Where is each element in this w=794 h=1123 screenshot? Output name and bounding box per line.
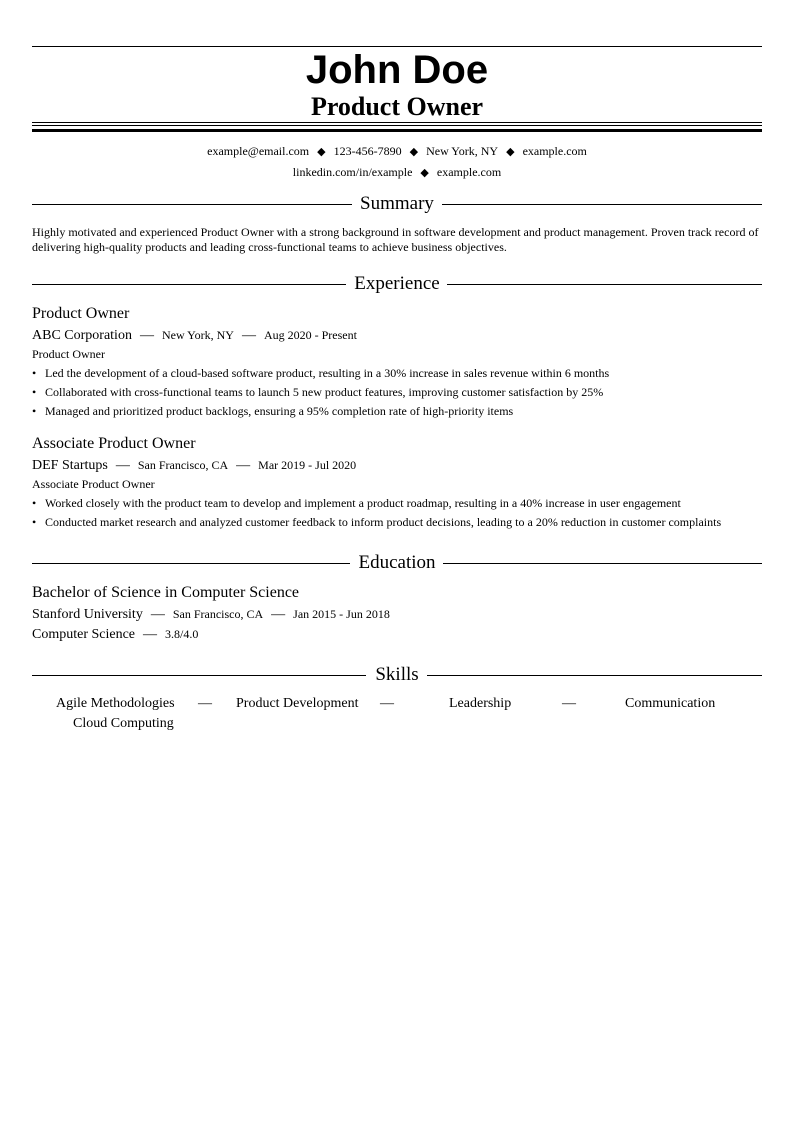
education-field-row: [32, 625, 198, 644]
dash-separator: —: [241, 328, 256, 343]
list-item: [32, 494, 762, 513]
skill-item: Communication: [625, 696, 716, 711]
skill-item: Agile Methodologies: [56, 696, 175, 711]
education-dates: Jan 2015 - Jun 2018: [293, 607, 390, 621]
bullet-icon: •: [32, 496, 37, 510]
contact-website[interactable]: example.com: [522, 144, 587, 158]
section-title-experience: Experience: [354, 273, 440, 294]
contact-website-2[interactable]: example.com: [436, 165, 502, 179]
dash-separator: —: [236, 458, 251, 473]
bullet-icon: •: [32, 385, 37, 399]
header-rule-thick: [32, 129, 762, 132]
summary-text: Highly motivated and experienced Product Owner with a strong background in software development and product management. Proven track record of delivering high-quality products and leading cross-functional teams to achieve business objectives.: [32, 225, 759, 254]
job-bullets: [32, 364, 762, 421]
bullet-text: Led the development of a cloud-based software product, resulting in a 30% increase in sales revenue within 6 months: [45, 366, 610, 380]
section-title-skills: Skills: [375, 664, 419, 685]
diamond-icon: ◆: [506, 146, 515, 158]
job-title: Product Owner: [32, 305, 130, 322]
dash-separator: —: [150, 607, 165, 622]
job-company: ABC Corporation: [32, 328, 132, 343]
bullet-text: Managed and prioritized product backlogs, ensuring a 95% completion rate of high-priority items: [45, 404, 514, 418]
candidate-name: John Doe: [305, 48, 489, 92]
bullet-icon: •: [32, 366, 37, 380]
section-title-education: Education: [358, 552, 436, 573]
contact-phone[interactable]: 123-456-7890: [333, 144, 402, 158]
education-gpa: 3.8/4.0: [165, 627, 199, 641]
bullet-text: Collaborated with cross-functional teams to launch 5 new product features, improving customer satisfaction by 25%: [45, 385, 604, 399]
contact-line-1: [32, 143, 762, 160]
job-meta: [32, 326, 357, 345]
job-dates: Aug 2020 - Present: [263, 328, 357, 342]
candidate-title: Product Owner: [310, 92, 484, 121]
job-title: Associate Product Owner: [32, 435, 196, 452]
contact-location: New York, NY: [426, 144, 499, 158]
dash-separator: —: [115, 458, 130, 473]
skill-item: Cloud Computing: [73, 716, 174, 731]
diamond-icon: ◆: [317, 146, 326, 158]
section-rule-right: [447, 284, 762, 285]
education-location: San Francisco, CA: [172, 607, 264, 621]
section-experience-header: [32, 272, 762, 296]
job-dates: Mar 2019 - Jul 2020: [258, 458, 357, 472]
bullet-text: Worked closely with the product team to develop and implement a product roadmap, resulting in a 40% increase in user engagement: [45, 496, 681, 510]
education-meta: [32, 605, 390, 624]
contact-line-2: [32, 164, 762, 181]
dash-separator: —: [139, 328, 154, 343]
job-bullets: [32, 494, 762, 532]
bullet-icon: •: [32, 515, 37, 529]
header-rule-thin-1: [32, 122, 762, 123]
skill-separator: —: [198, 696, 212, 711]
job-location: New York, NY: [161, 328, 234, 342]
section-rule-right: [442, 204, 762, 205]
job-location: San Francisco, CA: [137, 458, 229, 472]
contact-linkedin[interactable]: linkedin.com/in/example: [292, 165, 413, 179]
section-education-header: [32, 551, 762, 575]
section-title-summary: Summary: [360, 193, 434, 214]
section-rule-right: [443, 563, 762, 564]
job-company: DEF Startups: [32, 458, 108, 473]
list-item: [32, 383, 762, 402]
bullet-icon: •: [32, 404, 37, 418]
job-role: Product Owner: [32, 347, 105, 361]
dash-separator: —: [271, 607, 286, 622]
section-rule-right: [427, 675, 762, 676]
contact-email[interactable]: example@email.com: [207, 144, 310, 158]
job-role: Associate Product Owner: [32, 477, 155, 491]
bullet-text: Conducted market research and analyzed customer feedback to inform product decisions, leading to a 20% reduction in customer complaints: [45, 515, 722, 529]
dash-separator: —: [143, 627, 158, 642]
diamond-icon: ◆: [409, 146, 419, 158]
skill-separator: —: [562, 696, 576, 711]
skill-separator: —: [380, 696, 394, 711]
education-school: Stanford University: [32, 607, 143, 622]
job-meta: [32, 456, 356, 475]
list-item: [32, 513, 762, 532]
section-skills-header: [32, 663, 762, 687]
skill-item: Product Development: [236, 696, 359, 711]
list-item: [32, 402, 762, 421]
skill-item: Leadership: [449, 696, 512, 711]
diamond-icon: ◆: [420, 167, 429, 179]
education-field: Computer Science: [32, 627, 136, 642]
education-degree: Bachelor of Science in Computer Science: [32, 584, 300, 601]
list-item: [32, 364, 762, 383]
header-rule-thin-2: [32, 125, 762, 126]
skills-grid: [32, 694, 762, 738]
section-summary-header: [32, 192, 762, 216]
